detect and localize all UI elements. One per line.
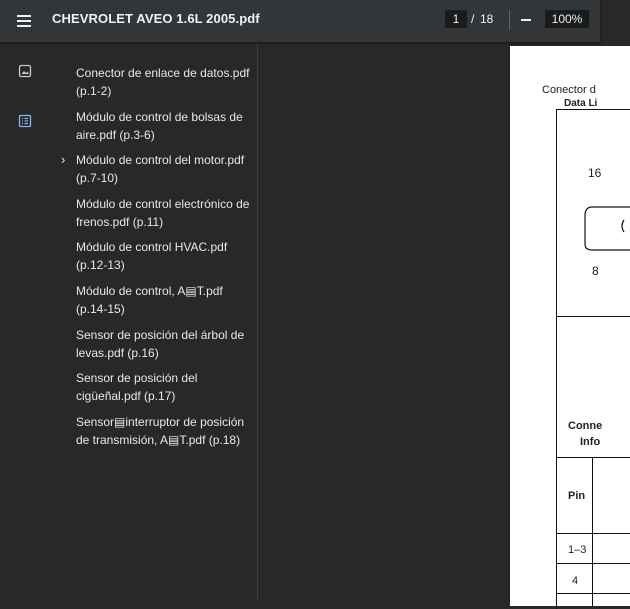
outline-item-conector[interactable] [76,64,252,100]
sidebar [0,42,258,600]
connector-info-label: Info [580,436,601,448]
outline-item-bolsas-aire[interactable] [76,108,252,144]
thumbnail-icon[interactable] [18,64,32,78]
outline-item-frenos[interactable] [76,195,252,231]
outline-item-control-at[interactable] [76,282,252,318]
outline-item-transmision[interactable] [76,413,252,449]
doc-subheading: Data Li [564,98,598,109]
outline-item-label: Módulo de control de bolsas de aire.pdf (p.3-6) [76,109,243,142]
table-border [556,316,630,317]
doc-heading: Conector d [542,84,596,96]
outline-item-label: Módulo de control electrónico de frenos.pdf (p.11) [76,196,250,229]
zoom-level-input[interactable]: 100% [545,10,589,28]
document-title: CHEVROLET AVEO 1.6L 2005.pdf [52,11,260,26]
table-border [556,457,630,458]
outline-item-arbol-levas[interactable] [76,326,252,362]
toolbar [0,0,600,42]
table-border [556,563,630,564]
connector-pin-number: 16 [588,166,602,180]
outline-item-label: Sensor de posición del árbol de levas.pdf (p.16) [76,327,245,360]
connector-pin-number: 8 [592,264,599,278]
outline-item-hvac[interactable] [76,238,252,274]
table-border [556,533,630,534]
pdf-page [510,46,630,606]
table-border [592,457,593,607]
outline-item-label: Módulo de control, A▤T.pdf (p.14-15) [76,283,223,316]
zoom-out-icon[interactable] [518,12,534,28]
outline-item-label: Módulo de control HVAC.pdf (p.12-13) [76,240,228,273]
outline-icon[interactable] [18,114,32,128]
page-total: 18 [480,12,494,26]
outline-item-control-motor[interactable] [61,151,252,187]
document-viewer[interactable] [258,42,603,600]
pin-header: Pin [568,490,586,502]
table-border [556,109,630,110]
page-number-input[interactable]: 1 [445,10,467,28]
outline-item-ciguenal[interactable] [76,369,252,405]
table-border [556,593,630,594]
toolbar-divider [509,10,510,30]
table-cell: 4 [572,575,579,587]
outline-item-label: Sensor de posición del cigüeñal.pdf (p.17) [76,371,198,404]
outline-item-label: Conector de enlace de datos.pdf (p.1-2) [76,66,250,98]
table-cell: 1–3 [568,544,587,556]
chevron-right-icon[interactable]: › [61,152,66,168]
outline-item-label: Sensor▤interruptor de posición de transmisión, A▤T.pdf (p.18) [76,414,245,447]
outline-list [61,64,252,456]
connector-diagram [584,206,630,256]
table-border [556,109,557,609]
page-separator: / [471,12,475,26]
menu-icon[interactable] [14,11,34,31]
connector-info-label: Conne [568,420,603,432]
outline-item-label: Módulo de control del motor.pdf (p.7-10) [76,153,245,186]
